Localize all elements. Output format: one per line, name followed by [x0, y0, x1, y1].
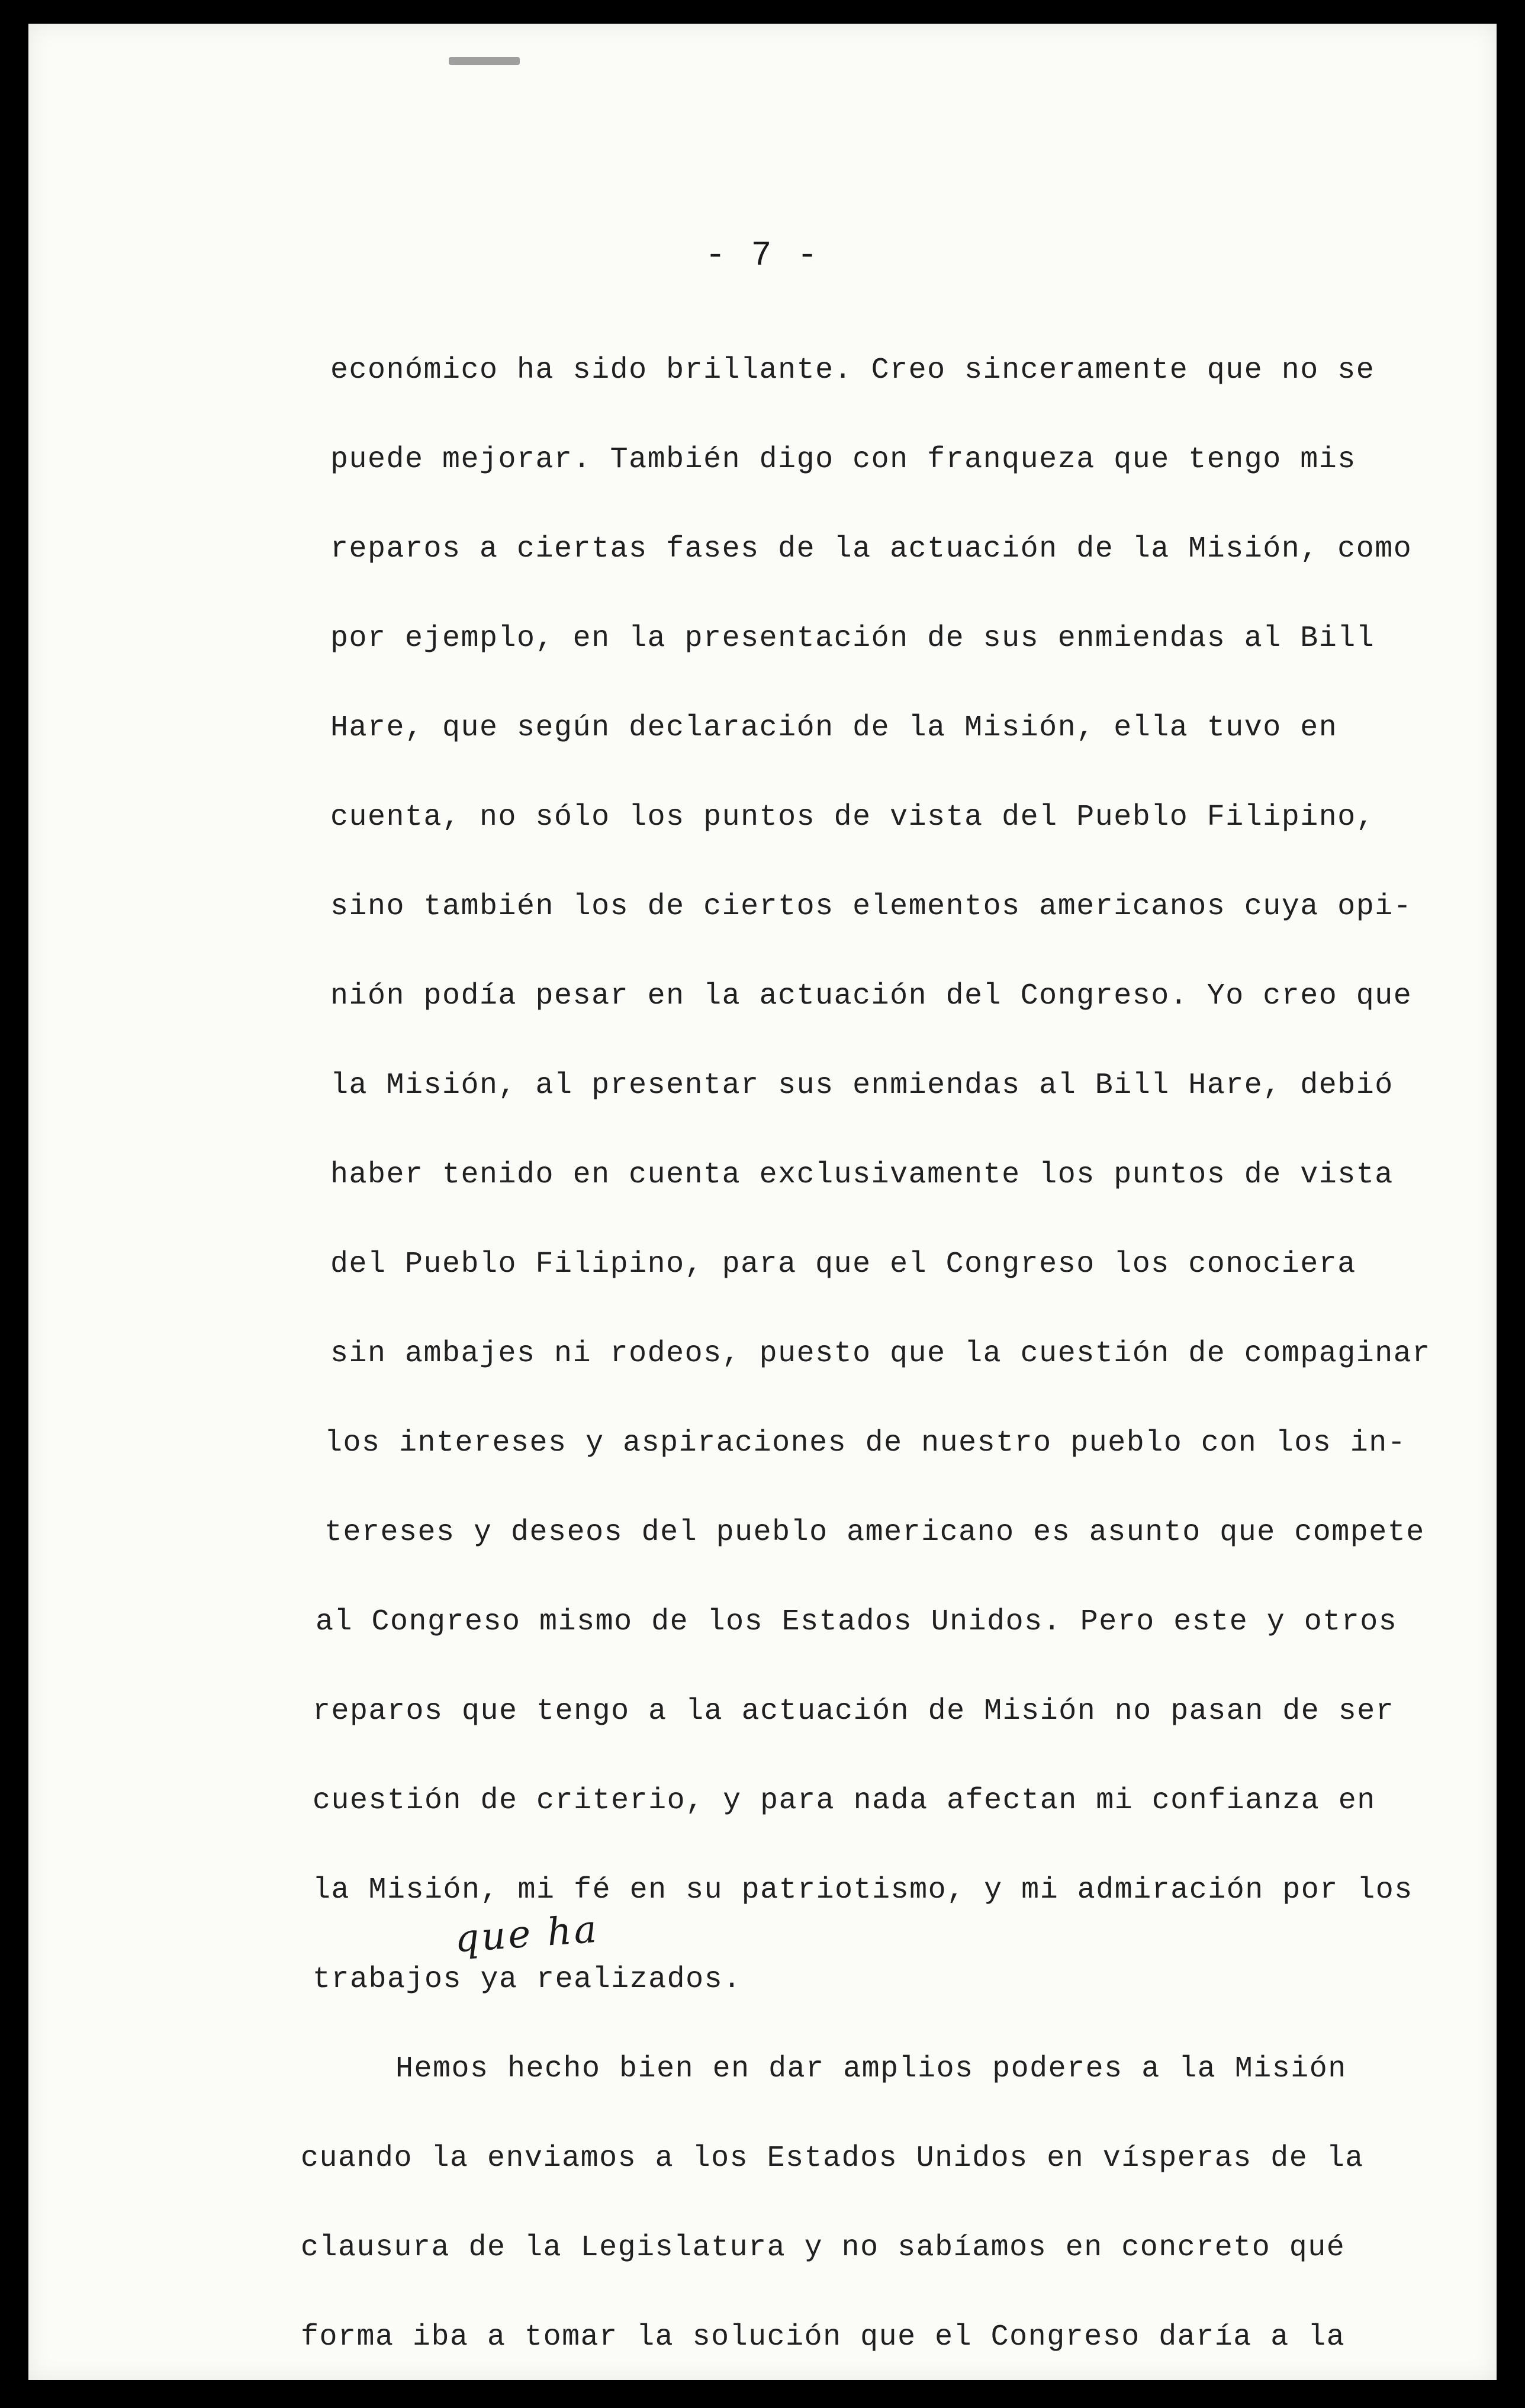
text-line: reparos a ciertas fases de la actuación de la Misión, como [330, 532, 1413, 566]
text-line: cuenta, no sólo los puntos de vista del Pueblo Filipino, [330, 800, 1375, 834]
text-line: nión podía pesar en la actuación del Congreso. Yo creo que [330, 979, 1413, 1013]
text-line: trabajos ya realizados. [313, 1963, 742, 1997]
text-line: económico ha sido brillante. Creo sinceramente que no se [330, 353, 1375, 387]
text-line: cuando la enviamos a los Estados Unidos en vísperas de la [301, 2142, 1364, 2175]
text-line: puede mejorar. También digo con franqueza que tengo mis [330, 443, 1356, 477]
text-line: los intereses y aspiraciones de nuestro pueblo con los in- [324, 1426, 1407, 1460]
text-line: Hare, que según declaración de la Misión, ella tuvo en [330, 711, 1338, 745]
page-number: - 7 - [704, 237, 821, 275]
text-line: sino también los de ciertos elementos americanos cuya opi- [330, 890, 1413, 924]
paragraph-start-line: Hemos hecho bien en dar amplios poderes a la Misión [395, 2052, 1347, 2086]
body-text [277, 326, 1437, 2382]
handwritten-annotation: que ha [453, 1907, 601, 1962]
text-line: reparos que tengo a la actuación de Misión no pasan de ser [313, 1695, 1395, 1728]
text-line: clausura de la Legislatura y no sabíamos en concreto qué [301, 2231, 1346, 2265]
tape-mark [449, 57, 520, 65]
text-line: forma iba a tomar la solución que el Congreso daría a la [301, 2320, 1346, 2354]
text-line: del Pueblo Filipino, para que el Congreso los conociera [330, 1248, 1356, 1281]
text-line: sin ambajes ni rodeos, puesto que la cuestión de compaginar [330, 1337, 1431, 1371]
text-line: por ejemplo, en la presentación de sus enmiendas al Bill [330, 622, 1375, 655]
document-page [28, 24, 1497, 2380]
text-line: la Misión, mi fé en su patriotismo, y mi admiración por los [313, 1873, 1413, 1907]
text-line: al Congreso mismo de los Estados Unidos. Pero este y otros [316, 1605, 1398, 1639]
text-line: cuestión de criterio, y para nada afectan mi confianza en [313, 1784, 1376, 1818]
text-line: la Misión, al presentar sus enmiendas al Bill Hare, debió [330, 1069, 1394, 1102]
text-line: tereses y deseos del pueblo americano es asunto que compete [324, 1516, 1425, 1549]
text-line: haber tenido en cuenta exclusivamente los puntos de vista [330, 1158, 1394, 1192]
